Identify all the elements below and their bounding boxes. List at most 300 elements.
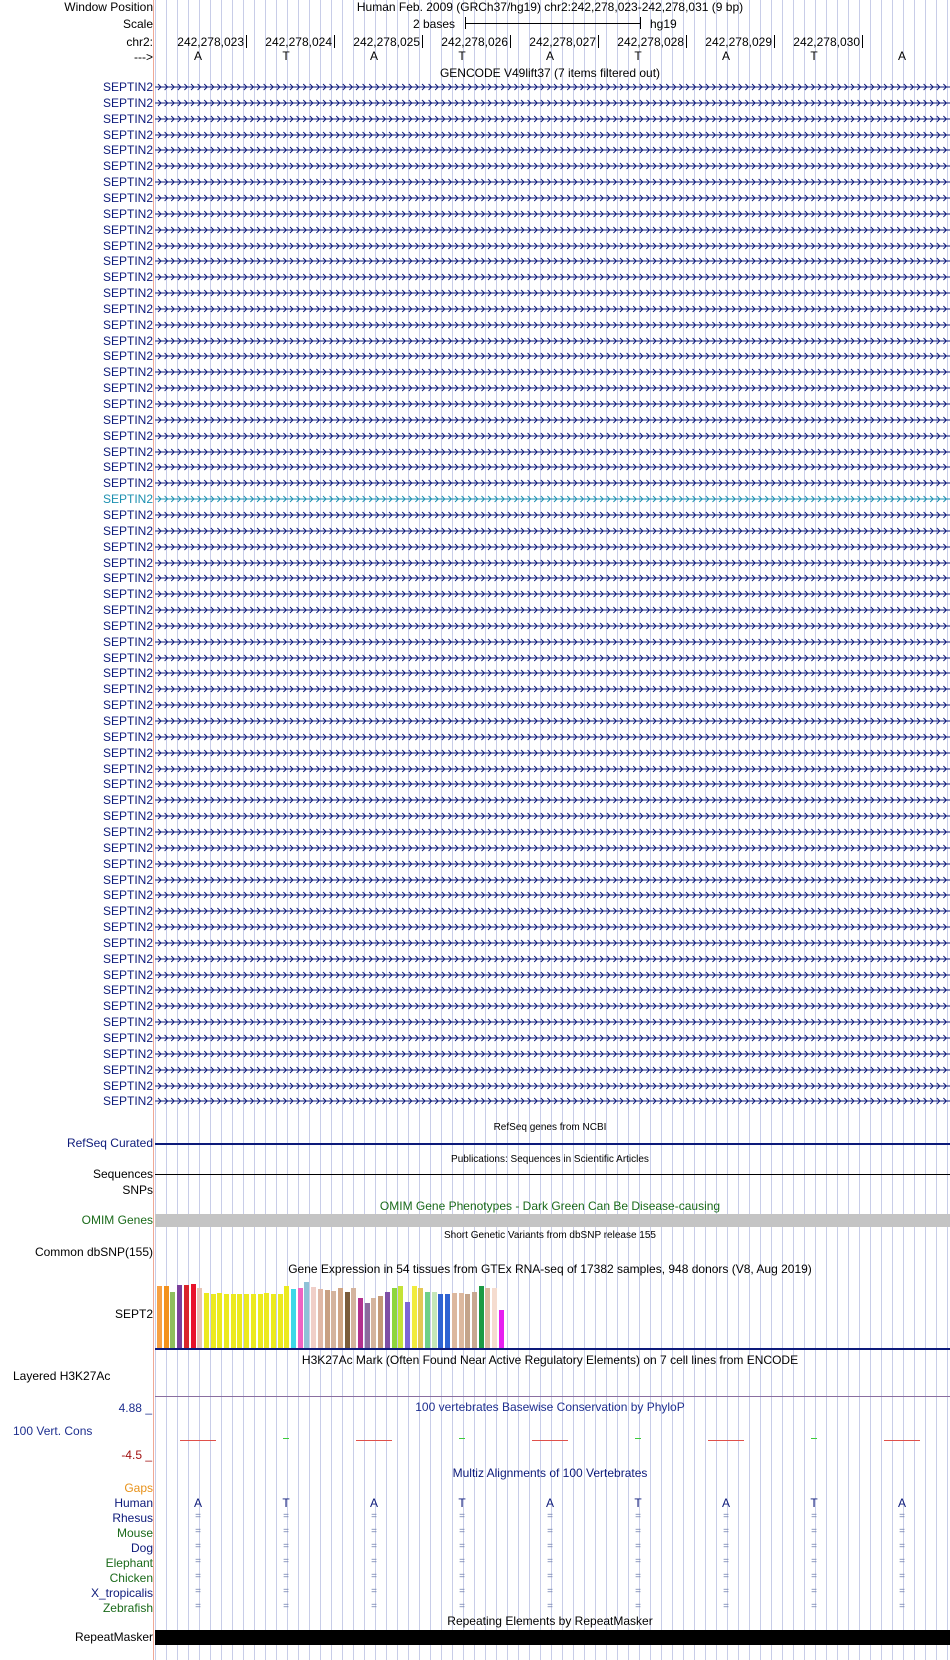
phylop-negative-mark	[708, 1440, 744, 1441]
multiz-identity-mark: =	[899, 1541, 905, 1552]
gencode-transcript-track[interactable]	[155, 557, 950, 569]
gencode-transcript-track[interactable]	[155, 858, 950, 870]
ruler-tick	[862, 35, 863, 48]
gencode-transcript-label[interactable]: SEPTIN2	[102, 682, 153, 697]
multiz-identity-mark: =	[811, 1571, 817, 1582]
gtex-tissue-bar[interactable]	[358, 1298, 363, 1348]
refseq-track-line	[155, 1143, 950, 1145]
ruler-position: 242,278,029	[705, 35, 772, 49]
gencode-transcript-track[interactable]	[155, 921, 950, 933]
multiz-species-label[interactable]: Rhesus	[112, 1511, 153, 1525]
gencode-transcript-track[interactable]	[155, 144, 950, 156]
multiz-human-base: T	[634, 1496, 642, 1510]
multiz-identity-mark: =	[547, 1511, 553, 1522]
gencode-track-title[interactable]: GENCODE V49lift37 (7 items filtered out)	[439, 66, 661, 80]
gencode-transcript-label[interactable]: SEPTIN2	[102, 809, 153, 824]
refseq-track-title[interactable]: RefSeq genes from NCBI	[493, 1122, 607, 1133]
gencode-transcript-track[interactable]	[155, 1080, 950, 1092]
gencode-transcript-label[interactable]: SEPTIN2	[102, 95, 153, 110]
gtex-tissue-bar[interactable]	[392, 1288, 397, 1348]
gencode-transcript-track[interactable]	[155, 620, 950, 632]
omim-feature-bar[interactable]	[155, 1214, 950, 1227]
multiz-identity-mark: =	[723, 1511, 729, 1522]
gtex-tissue-bar[interactable]	[170, 1292, 175, 1348]
h3k27ac-label[interactable]: Layered H3K27Ac	[13, 1369, 111, 1383]
multiz-species-label[interactable]: Human	[114, 1496, 153, 1510]
gencode-transcript-track[interactable]	[155, 984, 950, 996]
multiz-identity-mark: =	[547, 1541, 553, 1552]
gencode-transcript-label[interactable]: SEPTIN2	[102, 127, 153, 142]
gencode-transcript-label[interactable]: SEPTIN2	[102, 1031, 153, 1045]
dbsnp-label[interactable]: Common dbSNP(155)	[34, 1245, 153, 1259]
gtex-tissue-bar[interactable]	[492, 1288, 497, 1348]
gtex-tissue-bar[interactable]	[304, 1282, 309, 1348]
gencode-transcript-track[interactable]	[155, 113, 950, 125]
gencode-transcript-track[interactable]	[155, 271, 950, 283]
multiz-identity-mark: =	[811, 1556, 817, 1567]
gencode-transcript-label[interactable]: SEPTIN2	[102, 397, 153, 411]
gencode-transcript-track[interactable]	[155, 335, 950, 347]
base-letter: T	[458, 49, 466, 63]
gencode-transcript-label[interactable]: SEPTIN2	[102, 714, 153, 728]
pubs-track-title[interactable]: Publications: Sequences in Scientific Articles	[451, 1154, 649, 1165]
ruler-position: 242,278,026	[441, 35, 508, 49]
gencode-transcript-track[interactable]	[155, 778, 950, 790]
gencode-transcript-label[interactable]: SEPTIN2	[102, 666, 153, 681]
repeatmasker-feature-bar[interactable]	[155, 1630, 950, 1645]
gencode-transcript-track[interactable]	[155, 398, 950, 410]
gencode-transcript-track[interactable]	[155, 969, 950, 981]
omim-label[interactable]: OMIM Genes	[81, 1213, 153, 1227]
refseq-label[interactable]: RefSeq Curated	[66, 1136, 153, 1150]
base-letter: T	[634, 49, 642, 63]
window-position-label: Window Position	[64, 0, 153, 14]
repeatmasker-label[interactable]: RepeatMasker	[74, 1630, 153, 1644]
gencode-transcript-track[interactable]	[155, 160, 950, 172]
gencode-transcript-label[interactable]: SEPTIN2	[102, 333, 153, 348]
multiz-human-base: T	[282, 1496, 290, 1510]
multiz-human-base: A	[897, 1496, 907, 1510]
ruler-tick	[334, 35, 335, 48]
dbsnp-track-title[interactable]: Short Genetic Variants from dbSNP release 155	[444, 1230, 656, 1241]
gtex-tissue-bar[interactable]	[258, 1294, 263, 1348]
gencode-transcript-track[interactable]	[155, 652, 950, 664]
gtex-label[interactable]: SEPT2	[114, 1307, 153, 1321]
gtex-tissue-bar[interactable]	[217, 1293, 222, 1348]
gencode-transcript-label[interactable]: SEPTIN2	[102, 793, 153, 808]
h3k27ac-track-title[interactable]: H3K27Ac Mark (Often Found Near Active Regulatory Elements) on 7 cell lines from ENCODE	[301, 1353, 799, 1367]
gencode-transcript-track[interactable]	[155, 731, 950, 743]
ruler-tick	[598, 35, 599, 48]
gtex-tissue-bar[interactable]	[385, 1292, 390, 1348]
gencode-transcript-label[interactable]: SEPTIN2	[102, 270, 153, 285]
gencode-transcript-track[interactable]	[155, 937, 950, 949]
gencode-transcript-label[interactable]: SEPTIN2	[102, 365, 153, 380]
multiz-identity-mark: =	[547, 1571, 553, 1582]
ruler-tick	[510, 35, 511, 48]
multiz-identity-mark: =	[195, 1601, 201, 1612]
scale-bar	[465, 17, 641, 29]
gencode-transcript-track[interactable]	[155, 461, 950, 473]
gtex-tissue-bar[interactable]	[472, 1292, 477, 1348]
ruler-position: 242,278,025	[353, 35, 420, 49]
gtex-tissue-bar[interactable]	[237, 1294, 242, 1348]
gencode-transcript-track[interactable]	[155, 905, 950, 917]
gtex-tissue-bar[interactable]	[432, 1292, 437, 1348]
gtex-tissue-bar[interactable]	[204, 1293, 209, 1348]
base-letter: A	[369, 49, 379, 63]
multiz-identity-mark: =	[811, 1526, 817, 1537]
gencode-transcript-track[interactable]	[155, 176, 950, 188]
gencode-transcript-label[interactable]: SEPTIN2	[102, 634, 153, 649]
gencode-transcript-label[interactable]: SEPTIN2	[102, 460, 153, 475]
gtex-track-title[interactable]: Gene Expression in 54 tissues from GTEx RNA-seq of 17382 samples, 948 donors (V8, Aug 2019)	[288, 1262, 812, 1276]
base-letter: A	[721, 49, 731, 63]
gencode-transcript-track[interactable]	[155, 889, 950, 901]
multiz-identity-mark: =	[635, 1601, 641, 1612]
strand-label: --->	[134, 50, 153, 64]
gencode-transcript-label[interactable]: SEPTIN2	[102, 301, 153, 316]
gtex-tissue-bar[interactable]	[485, 1288, 490, 1348]
gencode-transcript-track[interactable]	[155, 255, 950, 267]
multiz-species-label[interactable]: X_tropicalis	[90, 1586, 153, 1600]
gencode-transcript-label[interactable]: SEPTIN2	[102, 254, 153, 269]
gencode-transcript-label[interactable]: SEPTIN2	[102, 143, 153, 158]
gencode-transcript-track[interactable]	[155, 763, 950, 775]
gtex-tissue-bar[interactable]	[418, 1288, 423, 1348]
gtex-tissue-bar[interactable]	[231, 1294, 236, 1348]
ruler-position: 242,278,023	[177, 35, 244, 49]
multiz-identity-mark: =	[371, 1601, 377, 1612]
multiz-species-label[interactable]: Zebrafish	[102, 1601, 153, 1615]
gtex-tissue-bar[interactable]	[244, 1294, 249, 1348]
gtex-tissue-bar[interactable]	[459, 1293, 464, 1348]
multiz-identity-mark: =	[635, 1556, 641, 1567]
gencode-transcript-label[interactable]: SEPTIN2	[102, 523, 153, 538]
pubs-track-line	[155, 1174, 950, 1175]
gencode-transcript-track[interactable]	[155, 1032, 950, 1044]
gtex-tissue-bar[interactable]	[177, 1285, 182, 1348]
gencode-transcript-label[interactable]: SEPTIN2	[102, 856, 153, 871]
gencode-transcript-label[interactable]: SEPTIN2	[102, 888, 153, 903]
gtex-tissue-bar[interactable]	[291, 1289, 296, 1348]
ruler-tick	[774, 35, 775, 48]
phylop-positive-mark	[811, 1438, 817, 1439]
gencode-transcript-label[interactable]: SEPTIN2	[102, 618, 153, 633]
base-letter: T	[282, 49, 290, 63]
gtex-tissue-bar[interactable]	[338, 1288, 343, 1348]
gencode-transcript-label[interactable]: SEPTIN2	[102, 175, 153, 190]
repeatmasker-track-title[interactable]: Repeating Elements by RepeatMasker	[447, 1614, 653, 1628]
gencode-transcript-label[interactable]: SEPTIN2	[102, 698, 153, 713]
ruler-tick	[246, 35, 247, 48]
gtex-tissue-bar[interactable]	[264, 1293, 269, 1348]
gencode-transcript-track[interactable]	[155, 208, 950, 220]
multiz-identity-mark: =	[899, 1526, 905, 1537]
gencode-transcript-label[interactable]: SEPTIN2	[102, 317, 153, 332]
gencode-transcript-track[interactable]	[155, 1095, 950, 1107]
gencode-transcript-track[interactable]	[155, 446, 950, 458]
gencode-transcript-label[interactable]: SEPTIN2	[102, 159, 153, 174]
gencode-transcript-label[interactable]: SEPTIN2	[102, 571, 153, 586]
gtex-tissue-bar[interactable]	[438, 1294, 443, 1348]
gencode-transcript-track[interactable]	[155, 240, 950, 252]
gencode-transcript-track[interactable]	[155, 1000, 950, 1012]
multiz-human-base: A	[545, 1496, 555, 1510]
omim-track-title[interactable]: OMIM Gene Phenotypes - Dark Green Can Be Disease-causing	[379, 1199, 721, 1213]
gtex-tissue-bar[interactable]	[345, 1292, 350, 1348]
gencode-transcript-label[interactable]: SEPTIN2	[102, 286, 153, 301]
gencode-transcript-track[interactable]	[155, 1048, 950, 1060]
multiz-identity-mark: =	[811, 1601, 817, 1612]
gencode-transcript-track[interactable]	[155, 525, 950, 537]
gtex-tissue-bar[interactable]	[157, 1286, 162, 1348]
window-position-text: Human Feb. 2009 (GRCh37/hg19) chr2:242,278,023-242,278,031 (9 bp)	[356, 0, 744, 14]
gencode-transcript-track[interactable]	[155, 1016, 950, 1028]
gtex-tissue-bar[interactable]	[465, 1294, 470, 1348]
multiz-identity-mark: =	[459, 1526, 465, 1537]
gencode-transcript-label[interactable]: SEPTIN2	[102, 476, 153, 491]
gencode-transcript-label[interactable]: SEPTIN2	[102, 555, 153, 570]
multiz-identity-mark: =	[459, 1541, 465, 1552]
gtex-tissue-bar[interactable]	[318, 1289, 323, 1348]
multiz-species-label[interactable]: Elephant	[105, 1556, 153, 1570]
gencode-transcript-track[interactable]	[155, 97, 950, 109]
gtex-tissue-bar[interactable]	[412, 1286, 417, 1348]
gencode-transcript-label[interactable]: SEPTIN2	[102, 444, 153, 459]
gaps-label[interactable]: Gaps	[124, 1481, 153, 1495]
gencode-transcript-track[interactable]	[155, 350, 950, 362]
multiz-identity-mark: =	[459, 1556, 465, 1567]
gencode-transcript-track[interactable]	[155, 319, 950, 331]
multiz-identity-mark: =	[899, 1586, 905, 1597]
gencode-transcript-label[interactable]: SEPTIN2	[102, 967, 153, 982]
gencode-transcript-label[interactable]: SEPTIN2	[102, 539, 153, 554]
gencode-transcript-track[interactable]	[155, 509, 950, 521]
gencode-transcript-label[interactable]: SEPTIN2	[102, 1046, 153, 1061]
base-letter: T	[810, 49, 818, 63]
gencode-transcript-label[interactable]: SEPTIN2	[102, 222, 153, 237]
multiz-identity-mark: =	[371, 1541, 377, 1552]
multiz-identity-mark: =	[547, 1586, 553, 1597]
multiz-identity-mark: =	[459, 1511, 465, 1522]
gencode-transcript-label[interactable]: SEPTIN2	[102, 761, 153, 776]
multiz-identity-mark: =	[195, 1526, 201, 1537]
gtex-tissue-bar[interactable]	[378, 1296, 383, 1348]
gencode-transcript-label[interactable]: SEPTIN2	[102, 951, 153, 966]
gtex-tissue-bar[interactable]	[479, 1286, 484, 1348]
gencode-transcript-track[interactable]	[155, 747, 950, 759]
gencode-transcript-label[interactable]: SEPTIN2	[102, 238, 153, 253]
chrom-label: chr2:	[126, 35, 153, 49]
multiz-identity-mark: =	[723, 1601, 729, 1612]
gencode-transcript-track[interactable]	[155, 414, 950, 426]
gtex-tissue-bar[interactable]	[325, 1290, 330, 1348]
multiz-species-label[interactable]: Mouse	[116, 1526, 153, 1540]
gtex-tissue-bar[interactable]	[311, 1287, 316, 1348]
multiz-identity-mark: =	[723, 1556, 729, 1567]
multiz-human-base: T	[810, 1496, 818, 1510]
gencode-transcript-track[interactable]	[155, 303, 950, 315]
gtex-tissue-bar[interactable]	[405, 1302, 410, 1348]
multiz-track-title[interactable]: Multiz Alignments of 100 Vertebrates	[452, 1466, 648, 1480]
gencode-transcript-track[interactable]	[155, 636, 950, 648]
multiz-identity-mark: =	[283, 1511, 289, 1522]
gencode-transcript-track[interactable]	[155, 667, 950, 679]
gencode-transcript-track[interactable]	[155, 382, 950, 394]
gencode-transcript-track[interactable]	[155, 192, 950, 204]
gencode-transcript-label[interactable]: SEPTIN2	[102, 777, 153, 792]
gencode-transcript-label[interactable]: SEPTIN2	[102, 824, 153, 839]
multiz-species-label[interactable]: Chicken	[109, 1571, 153, 1585]
multiz-identity-mark: =	[723, 1526, 729, 1537]
gencode-transcript-label[interactable]: SEPTIN2	[102, 935, 153, 950]
pubs-label[interactable]: Sequences	[92, 1167, 153, 1181]
phylop-label[interactable]: 100 Vert. Cons	[13, 1424, 93, 1438]
gencode-transcript-label[interactable]: SEPTIN2	[102, 507, 153, 522]
gencode-transcript-label[interactable]: SEPTIN2	[102, 603, 153, 618]
gencode-transcript-track[interactable]	[155, 541, 950, 553]
gencode-transcript-track[interactable]	[155, 477, 950, 489]
phylop-negative-mark	[532, 1440, 568, 1441]
phylop-positive-mark	[635, 1438, 641, 1439]
phylop-negative-mark	[356, 1440, 392, 1441]
multiz-identity-mark: =	[195, 1511, 201, 1522]
gtex-tissue-bar[interactable]	[211, 1294, 216, 1348]
gencode-transcript-track[interactable]	[155, 874, 950, 886]
phylop-track-title[interactable]: 100 vertebrates Basewise Conservation by PhyloP	[415, 1400, 685, 1414]
gencode-transcript-label[interactable]: SEPTIN2	[102, 745, 153, 760]
gencode-transcript-track[interactable]	[155, 683, 950, 695]
gencode-transcript-label[interactable]: SEPTIN2	[102, 729, 153, 744]
gencode-transcript-label[interactable]: SEPTIN2	[102, 999, 153, 1014]
multiz-human-base: A	[193, 1496, 203, 1510]
gtex-tissue-bar[interactable]	[284, 1286, 289, 1348]
phylop-min-label: -4.5 _	[121, 1448, 152, 1462]
multiz-identity-mark: =	[195, 1586, 201, 1597]
gencode-transcript-label[interactable]: SEPTIN2	[102, 1078, 153, 1093]
multiz-identity-mark: =	[195, 1541, 201, 1552]
gtex-tissue-bar[interactable]	[452, 1293, 457, 1348]
gtex-tissue-bar[interactable]	[298, 1288, 303, 1348]
gencode-transcript-label[interactable]: SEPTIN2	[102, 381, 153, 396]
gencode-transcript-label[interactable]: SEPTIN2	[102, 1062, 153, 1077]
gencode-transcript-track[interactable]	[155, 1064, 950, 1076]
gtex-tissue-bar[interactable]	[351, 1288, 356, 1348]
gencode-transcript-track[interactable]	[155, 129, 950, 141]
gencode-transcript-label[interactable]: SEPTIN2	[102, 872, 153, 887]
base-letter: A	[897, 49, 907, 63]
gencode-transcript-track[interactable]	[155, 287, 950, 299]
gencode-transcript-label[interactable]: SEPTIN2	[102, 349, 153, 364]
multiz-identity-mark: =	[547, 1526, 553, 1537]
gtex-tissue-bar[interactable]	[371, 1298, 376, 1348]
multiz-identity-mark: =	[371, 1556, 377, 1567]
gencode-transcript-track[interactable]	[155, 224, 950, 236]
gencode-transcript-track[interactable]	[155, 810, 950, 822]
gencode-transcript-label[interactable]: SEPTIN2	[102, 190, 153, 205]
gtex-tissue-bar[interactable]	[191, 1284, 196, 1348]
gencode-transcript-track[interactable]	[155, 493, 950, 505]
gencode-transcript-label[interactable]: SEPTIN2	[102, 904, 153, 919]
gtex-tissue-bar[interactable]	[425, 1292, 430, 1348]
gtex-tissue-bar[interactable]	[224, 1294, 229, 1348]
gencode-transcript-track[interactable]	[155, 699, 950, 711]
multiz-identity-mark: =	[635, 1541, 641, 1552]
gencode-transcript-label[interactable]: SEPTIN2	[102, 412, 153, 427]
gtex-tissue-bar[interactable]	[445, 1294, 450, 1348]
gtex-tissue-bar[interactable]	[197, 1288, 202, 1348]
multiz-identity-mark: =	[195, 1571, 201, 1582]
gtex-tissue-bar[interactable]	[398, 1286, 403, 1348]
gencode-transcript-track[interactable]	[155, 430, 950, 442]
gencode-transcript-label[interactable]: SEPTIN2	[102, 840, 153, 855]
gtex-tissue-bar[interactable]	[365, 1303, 370, 1348]
multiz-species-label[interactable]: Dog	[130, 1541, 153, 1555]
multiz-identity-mark: =	[811, 1511, 817, 1522]
gencode-transcript-label[interactable]: SEPTIN2	[102, 983, 153, 998]
gencode-transcript-label[interactable]: SEPTIN2	[102, 650, 153, 665]
gencode-transcript-label[interactable]: SEPTIN2	[102, 1094, 153, 1109]
gencode-transcript-label[interactable]: SEPTIN2	[102, 920, 153, 935]
multiz-identity-mark: =	[723, 1571, 729, 1582]
multiz-identity-mark: =	[723, 1541, 729, 1552]
gencode-transcript-track[interactable]	[155, 826, 950, 838]
gtex-tissue-bar[interactable]	[251, 1294, 256, 1348]
multiz-identity-mark: =	[283, 1556, 289, 1567]
multiz-identity-mark: =	[459, 1571, 465, 1582]
gencode-transcript-label[interactable]: SEPTIN2	[102, 587, 153, 602]
gencode-transcript-track[interactable]	[155, 842, 950, 854]
gencode-transcript-track[interactable]	[155, 794, 950, 806]
gtex-tissue-bar[interactable]	[184, 1285, 189, 1348]
snps-label[interactable]: SNPs	[122, 1183, 153, 1197]
gencode-transcript-label[interactable]: SEPTIN2	[102, 428, 153, 443]
multiz-identity-mark: =	[635, 1511, 641, 1522]
multiz-identity-mark: =	[283, 1541, 289, 1552]
gencode-transcript-label[interactable]: SEPTIN2	[102, 80, 153, 94]
gencode-transcript-track[interactable]	[155, 604, 950, 616]
ruler-position: 242,278,028	[617, 35, 684, 49]
ruler-position: 242,278,027	[529, 35, 596, 49]
gencode-transcript-track[interactable]	[155, 588, 950, 600]
multiz-identity-mark: =	[459, 1601, 465, 1612]
ruler-tick	[686, 35, 687, 48]
multiz-identity-mark: =	[283, 1601, 289, 1612]
multiz-identity-mark: =	[635, 1571, 641, 1582]
multiz-human-base: A	[721, 1496, 731, 1510]
gencode-transcript-label[interactable]: SEPTIN2	[102, 492, 153, 507]
gencode-transcript-track[interactable]	[155, 572, 950, 584]
gencode-transcript-label[interactable]: SEPTIN2	[102, 206, 153, 221]
gtex-tissue-bar[interactable]	[499, 1310, 504, 1348]
multiz-identity-mark: =	[899, 1511, 905, 1522]
multiz-human-base: A	[369, 1496, 379, 1510]
gencode-transcript-label[interactable]: SEPTIN2	[102, 111, 153, 126]
multiz-identity-mark: =	[899, 1571, 905, 1582]
gtex-bar-chart[interactable]	[155, 1276, 950, 1348]
gtex-tissue-bar[interactable]	[271, 1294, 276, 1348]
gencode-transcript-track[interactable]	[155, 715, 950, 727]
gtex-tissue-bar[interactable]	[331, 1291, 336, 1348]
gencode-transcript-label[interactable]: SEPTIN2	[102, 1015, 153, 1030]
gtex-tissue-bar[interactable]	[278, 1294, 283, 1348]
gtex-tissue-bar[interactable]	[164, 1286, 169, 1348]
gencode-transcript-track[interactable]	[155, 81, 950, 93]
gencode-transcript-track[interactable]	[155, 366, 950, 378]
gencode-transcript-track[interactable]	[155, 953, 950, 965]
multiz-human-base: T	[458, 1496, 466, 1510]
